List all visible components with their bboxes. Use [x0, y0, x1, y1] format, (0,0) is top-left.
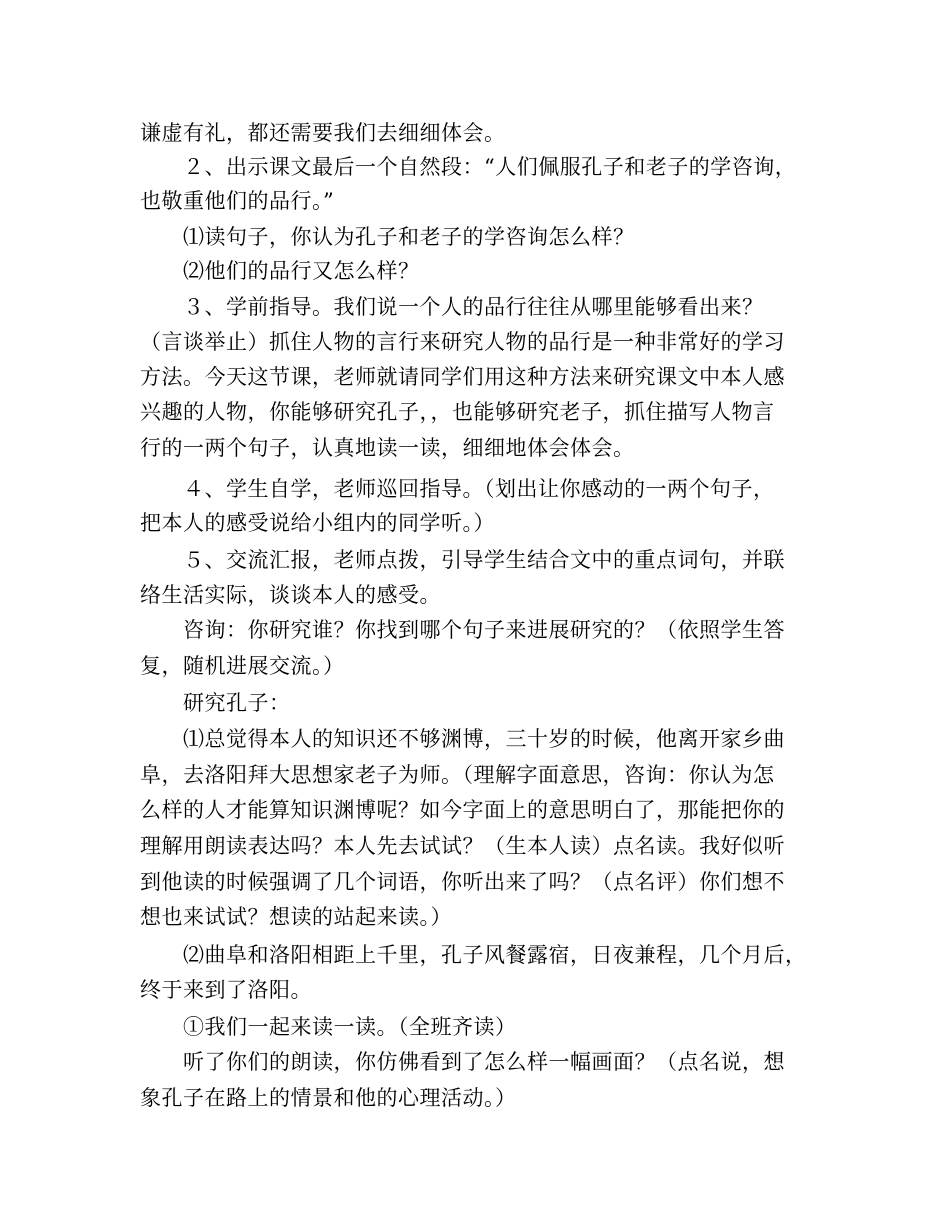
text-line: 终于来到了洛阳。	[140, 978, 312, 1002]
text-line: 行的一两个句子，认真地读一读，细细地体会体会。	[140, 436, 635, 460]
text-line: 方法。今天这节课，老师就请同学们用这种方法来研究课文中本人感	[140, 365, 785, 389]
text-line: 阜，去洛阳拜大思想家老子为师。（理解字面意思，咨询：你认为怎	[140, 763, 775, 787]
text-line: ３、学前指导。我们说一个人的品行往往从哪里能够看出来？	[183, 295, 764, 319]
text-line: ⑵曲阜和洛阳相距上千里，孔子风餐露宿，日夜兼程，几个月后，	[183, 943, 807, 967]
text-line: 把本人的感受说给小组内的同学听。）	[140, 511, 495, 535]
text-line: 研究孔子：	[183, 691, 291, 715]
text-line: 络生活实际，谈谈本人的感受。	[140, 583, 441, 607]
text-line: ５、交流汇报，老师点拨，引导学生结合文中的重点词句，并联	[183, 548, 785, 572]
text-line: 到他读的时候强调了几个词语，你听出来了吗？（点名评）你们想不	[140, 870, 785, 894]
text-line: 么样的人才能算知识渊博呢？如今字面上的意思明白了，那能把你的	[140, 798, 785, 822]
text-line: ①我们一起来读一读。（全班齐读）	[183, 1015, 517, 1039]
text-line: ２、出示课文最后一个自然段：“人们佩服孔子和老子的学咨询，	[183, 155, 797, 179]
text-line: 象孔子在路上的情景和他的心理活动。）	[140, 1086, 517, 1110]
text-line: （言谈举止）抓住人物的言行来研究人物的品行是一种非常好的学习	[140, 330, 785, 354]
text-line: 谦虚有礼，都还需要我们去细细体会。	[140, 121, 506, 145]
text-line: 咨询：你研究谁？你找到哪个句子来进展研究的？（依照学生答	[183, 618, 785, 642]
text-line: 复，随机进展交流。）	[140, 654, 345, 678]
text-line: ⑴读句子，你认为孔子和老子的学咨询怎么样？	[183, 225, 635, 249]
text-line: 想也来试试？想读的站起来读。）	[140, 905, 452, 929]
text-line: 听了你们的朗读，你仿佛看到了怎么样一幅画面？（点名说，想	[183, 1050, 785, 1074]
text-line: ⑵他们的品行又怎么样？	[183, 259, 420, 283]
text-line: 兴趣的人物，你能够研究孔子，，也能够研究老子，抓住描写人物言	[140, 400, 775, 424]
text-line: 也敬重他们的品行。”	[140, 189, 335, 213]
text-line: ４、学生自学，老师巡回指导。（划出让你感动的一两个句子，	[183, 477, 775, 501]
text-line: 理解用朗读表达吗？本人先去试试？（生本人读）点名读。我好似听	[140, 834, 785, 858]
text-line: ⑴总觉得本人的知识还不够渊博，三十岁的时候，他离开家乡曲	[183, 727, 785, 751]
